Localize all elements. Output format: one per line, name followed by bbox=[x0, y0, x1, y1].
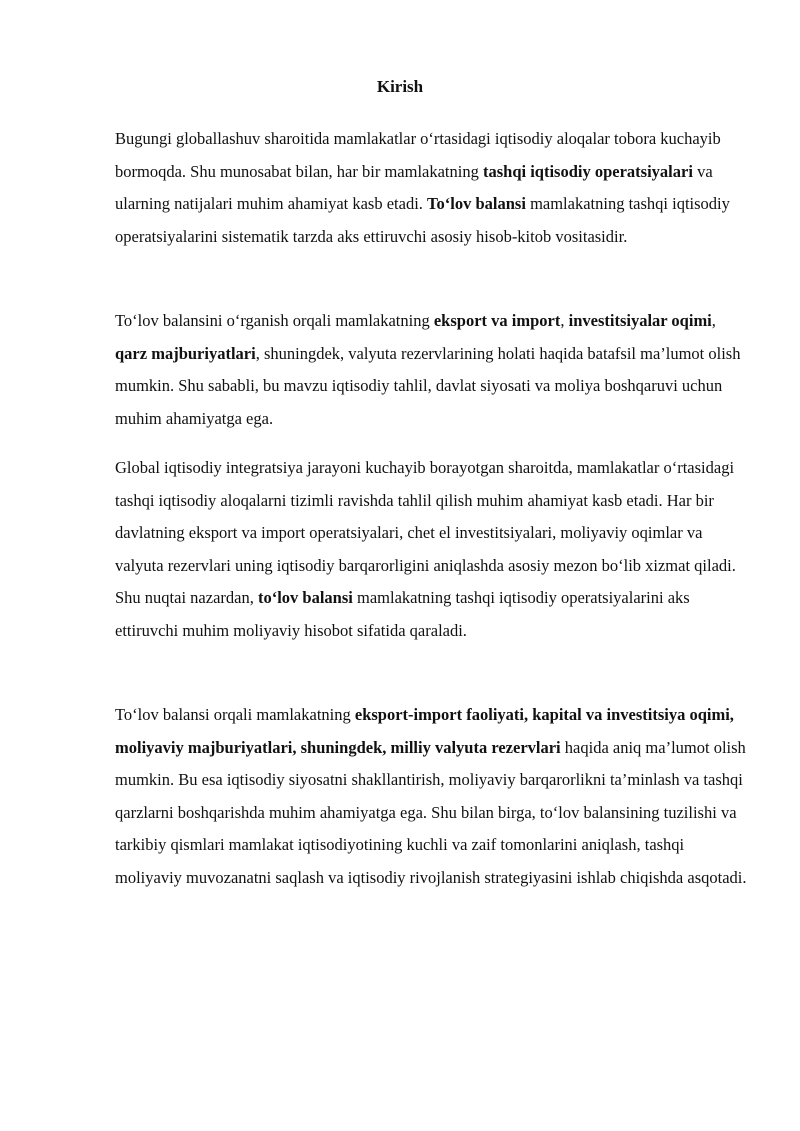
bold-phrase: investitsiyalar oqimi bbox=[568, 311, 712, 330]
paragraph-text: mamlakatning tashqi iqtisodiy operatsiyalarini aks ettiruvchi muhim moliyaviy hisobot sifatida qaraladi. bbox=[115, 588, 690, 640]
page-title: Kirish bbox=[376, 77, 424, 96]
bold-phrase: qarz majburiyatlari bbox=[115, 343, 256, 363]
paragraph-text: To‘lov balansini o‘rganish orqali mamlakatning bbox=[115, 311, 434, 330]
bold-phrase: eksport va import bbox=[433, 311, 561, 330]
paragraph-text: , bbox=[560, 311, 569, 330]
paragraph-text: , shuningdek, valyuta rezervlarining holati haqida batafsil ma’lumot olish mumkin. Shu sababli, bu mavzu iqtisodiy tahlil, davlat siyosati va moliya boshqaruvi uchun muhim ahamiyatga ega. bbox=[115, 343, 741, 428]
bold-phrase: To‘lov balansi bbox=[427, 194, 526, 214]
paragraph-2 bbox=[115, 305, 750, 435]
paragraph-text: va ularning natijalari muhim ahamiyat kasb etadi. bbox=[115, 161, 713, 214]
bold-phrase: to‘lov balansi bbox=[257, 588, 353, 608]
paragraph-text: , bbox=[711, 311, 716, 330]
paragraph-text: To‘lov balansi orqali mamlakatning bbox=[115, 705, 355, 724]
paragraph-text: mamlakatning tashqi iqtisodiy operatsiyalarini sistematik tarzda aks ettiruvchi asosiy hisob-kitob vositasidir. bbox=[115, 194, 730, 246]
paragraph-1 bbox=[115, 123, 750, 253]
paragraph-text: Bugungi globallashuv sharoitida mamlakatlar o‘rtasidagi iqtisodiy aloqalar tobora kuchayib bormoqda. Shu munosabat bilan, har bir mamlakatning bbox=[115, 129, 721, 181]
paragraph-3 bbox=[115, 452, 750, 648]
bold-phrase: eksport-import faoliyati, kapital va investitsiya oqimi, moliyaviy majburiyatlari, shuningdek, milliy valyuta rezervlari bbox=[115, 705, 734, 757]
paragraph-text: Global iqtisodiy integratsiya jarayoni kuchayib borayotgan sharoitda, mamlakatlar o‘rtasidagi tashqi iqtisodiy aloqalarni tizimli ravishda tahlil qilish muhim ahamiyat kasb etadi. Har bir davlatning eksport va import operatsiyalari, chet el investitsiyalari, moliyaviy oqimlar va valyuta rezervlari uning iqtisodiy barqarorligini aniqlashda asosiy mezon bo‘lib xizmat qiladi. Shu nuqtai nazardan, bbox=[115, 458, 736, 608]
bold-phrase: tashqi iqtisodiy operatsiyalari bbox=[482, 161, 693, 181]
paragraph-text: haqida aniq ma’lumot olish mumkin. Bu esa iqtisodiy siyosatni shakllantirish, moliyaviy barqarorlikni ta’minlash va tashqi qarzlarni boshqarishda muhim ahamiyatga ega. Shu bilan birga, to‘lov balansining tuzilishi va tarkibiy qismlari mamlakat iqtisodiyotining kuchli va zaif tomonlarini aniqlash, tashqi moliyaviy muvozanatni saqlash va iqtisodiy rivojlanish strategiyasini ishlab chiqishda asqotadi. bbox=[115, 737, 747, 887]
paragraph-4 bbox=[115, 699, 750, 895]
